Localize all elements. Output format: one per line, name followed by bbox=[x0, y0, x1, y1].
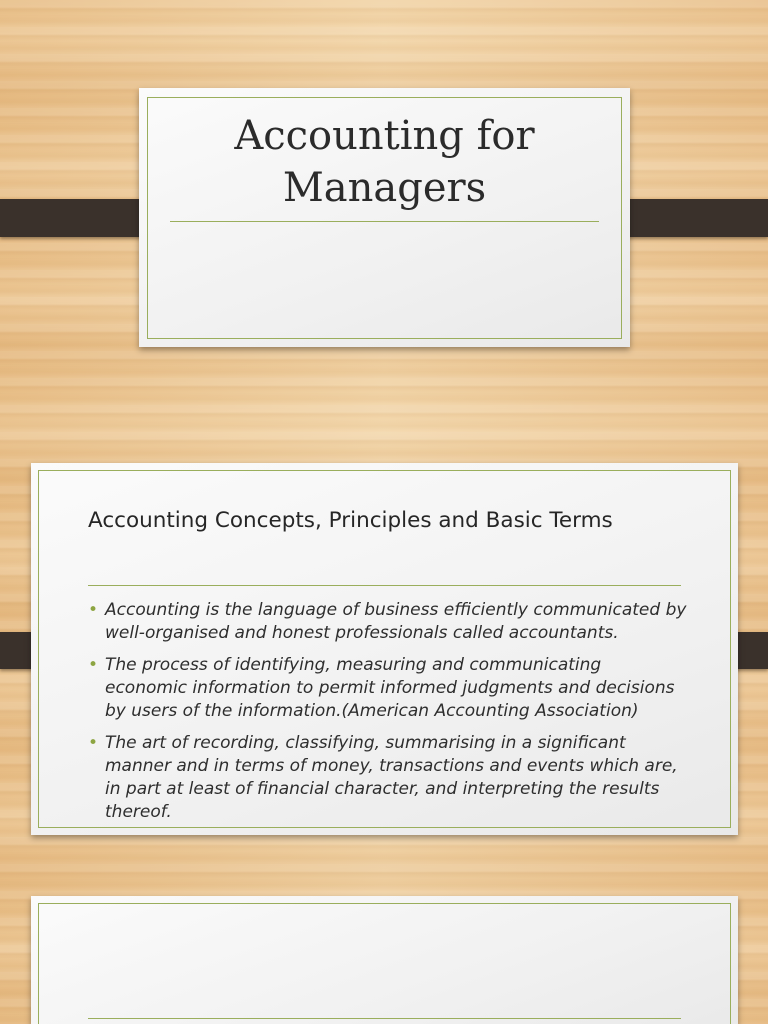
bullet-item bbox=[88, 654, 688, 723]
title-slide[interactable] bbox=[139, 88, 630, 347]
slide-title-line-1: Accounting for bbox=[234, 113, 535, 159]
bullet-text: Accounting is the language of business efficiently communicated by well-organised and honest professionals called accountants. bbox=[105, 600, 687, 643]
next-slide-partial[interactable] bbox=[31, 896, 738, 1024]
slide1-right-strap bbox=[613, 199, 768, 237]
slide1-left-strap bbox=[0, 199, 155, 237]
slide-title bbox=[159, 110, 610, 214]
bullet-icon: • bbox=[88, 733, 99, 753]
content-slide[interactable] bbox=[31, 463, 738, 835]
slide-heading: Accounting Concepts, Principles and Basic Terms bbox=[88, 508, 613, 533]
title-divider bbox=[170, 221, 599, 222]
bullet-icon: • bbox=[88, 655, 99, 675]
bullet-text: The art of recording, classifying, summarising in a significant manner and in terms of money, transactions and events which are, in part at least of financial character, and interpreting the results thereof. bbox=[105, 733, 678, 822]
slide-frame bbox=[38, 903, 731, 1024]
slide-title-line-2: Managers bbox=[282, 165, 487, 211]
bullet-item bbox=[88, 599, 688, 645]
bullet-text: The process of identifying, measuring and communicating economic information to permit informed judgments and decisions by users of the information.(American Accounting Association) bbox=[105, 655, 675, 721]
bullet-item bbox=[88, 732, 688, 824]
bullet-icon: • bbox=[88, 600, 99, 620]
heading-divider bbox=[88, 1018, 681, 1019]
heading-divider bbox=[88, 585, 681, 586]
bullet-list bbox=[88, 599, 688, 866]
